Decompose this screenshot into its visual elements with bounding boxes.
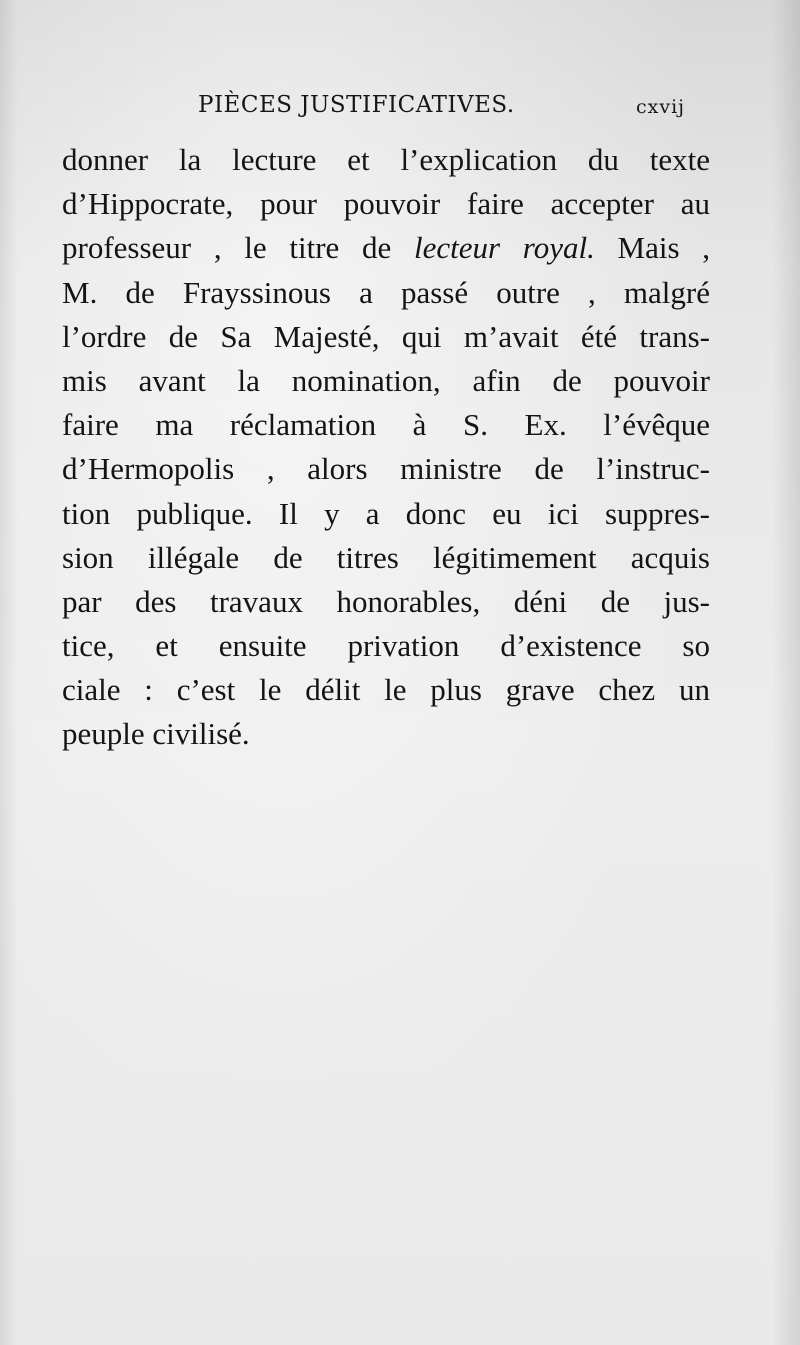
body-text — [62, 138, 710, 757]
text-line: l’ordre de Sa Majesté, qui m’avait été trans- — [62, 318, 710, 354]
text-line: par des travaux honorables, déni de jus- — [62, 583, 710, 619]
text-line — [62, 226, 710, 270]
text-segment: Mais , — [594, 230, 711, 266]
text-line: tion publique. Il y a donc eu ici suppres- — [62, 495, 710, 531]
page-edge-shadow — [772, 0, 800, 1345]
text-line: tice, et ensuite privation d’existence so — [62, 628, 710, 664]
text-line: peuple civilisé. — [62, 716, 250, 752]
running-title: PIÈCES JUSTIFICATIVES. — [198, 92, 515, 118]
page-header — [0, 92, 800, 132]
text-segment: professeur , le titre de — [62, 230, 414, 266]
text-line: ciale : c’est le délit le plus grave chez un — [62, 672, 710, 708]
text-line: sion illégale de titres légitimement acquis — [62, 539, 710, 575]
text-line: d’Hermopolis , alors ministre de l’instruc- — [62, 451, 710, 487]
text-line: faire ma réclamation à S. Ex. l’évêque — [62, 407, 710, 443]
page-number: cxvij — [636, 96, 686, 118]
text-line: M. de Frayssinous a passé outre , malgré — [62, 274, 710, 310]
text-line: mis avant la nomination, afin de pouvoir — [62, 362, 710, 398]
text-line: donner la lecture et l’explication du texte — [62, 142, 710, 177]
italic-title: lecteur royal. — [414, 230, 595, 266]
page-gutter-shadow — [0, 0, 18, 1345]
text-line: d’Hippocrate, pour pouvoir faire accepter au — [62, 186, 710, 222]
